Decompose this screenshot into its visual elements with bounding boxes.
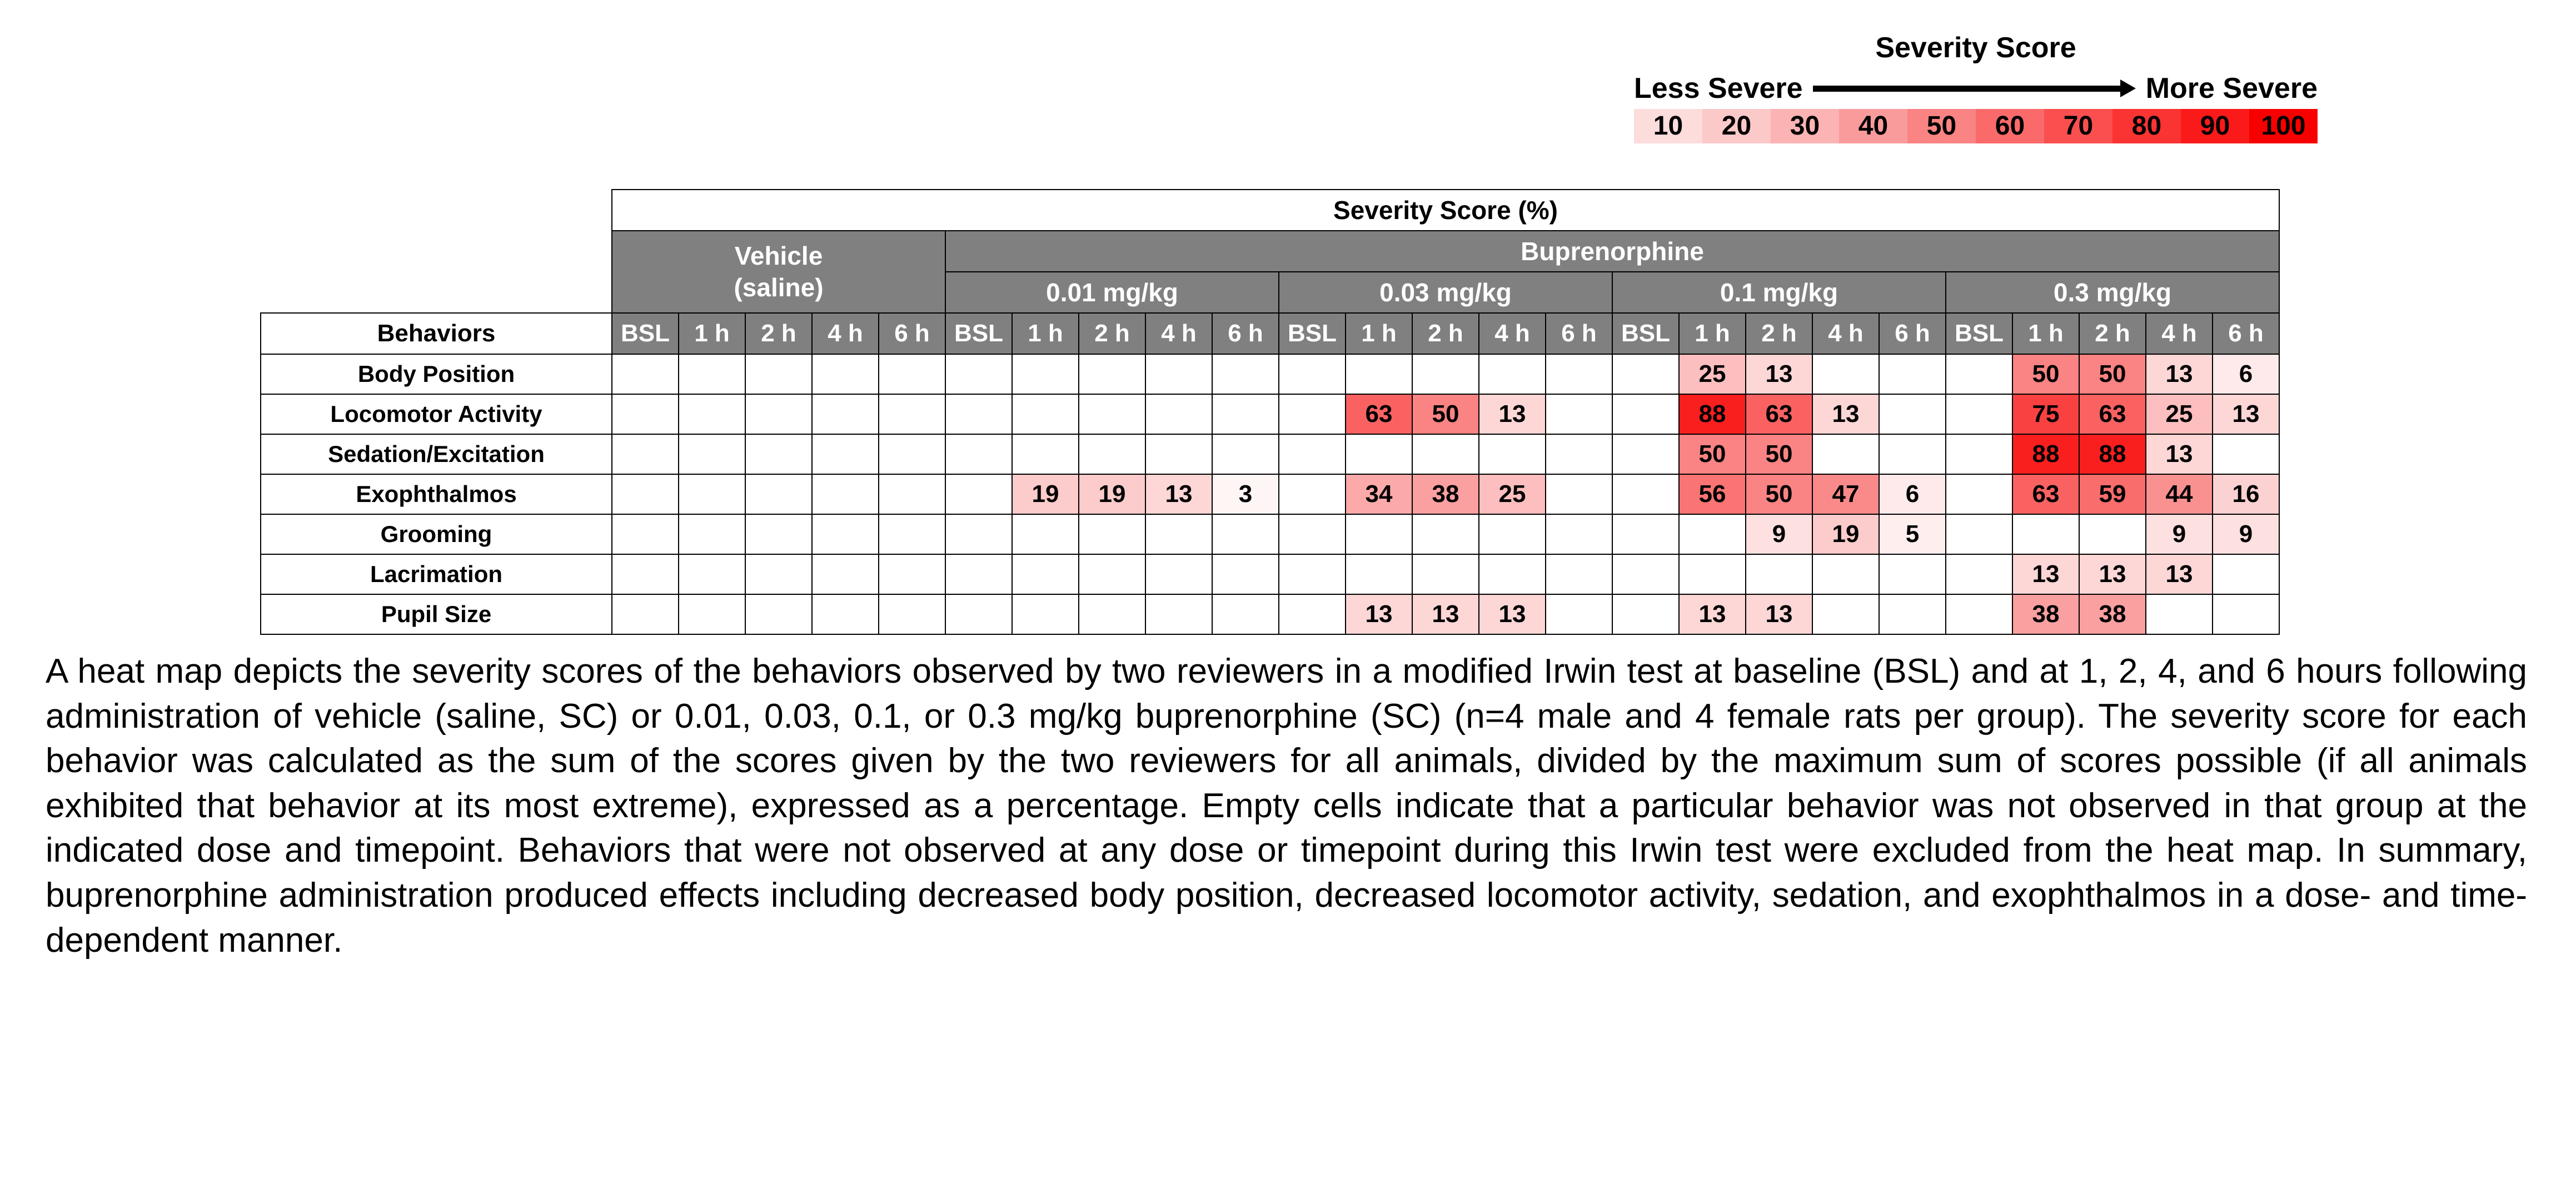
timepoint-header-2-1: 1 h xyxy=(1346,313,1412,354)
legend-swatch-90: 90 xyxy=(2181,109,2249,143)
heatmap-cell xyxy=(1612,594,1679,634)
heatmap-cell xyxy=(1145,394,1212,434)
heatmap-cell xyxy=(1946,514,2012,554)
table-row xyxy=(261,434,2279,474)
heatmap-cell: 3 xyxy=(1212,474,1279,514)
heatmap-cell: 88 xyxy=(1679,394,1746,434)
heatmap-cell xyxy=(1812,434,1879,474)
heatmap-cell xyxy=(1212,394,1279,434)
heatmap-cell xyxy=(1546,434,1612,474)
legend-swatch-30: 30 xyxy=(1771,109,1839,143)
legend-swatch-100: 100 xyxy=(2249,109,2318,143)
heatmap-cell xyxy=(1412,434,1479,474)
heatmap-cell xyxy=(1679,514,1746,554)
timepoint-header-0-1: 1 h xyxy=(679,313,745,354)
heatmap-cell xyxy=(1212,354,1279,394)
heatmap-cell: 13 xyxy=(2146,434,2213,474)
heatmap-cell: 13 xyxy=(1346,594,1412,634)
legend-arrow-container xyxy=(1803,82,2146,95)
heatmap-cell xyxy=(1612,434,1679,474)
group-header-vehicle xyxy=(612,231,945,313)
heatmap-cell xyxy=(679,394,745,434)
heatmap-cell xyxy=(612,514,679,554)
timepoint-header-3-3: 4 h xyxy=(1812,313,1879,354)
heatmap-cell xyxy=(1079,394,1145,434)
dose-header-0-03-mg-kg: 0.03 mg/kg xyxy=(1279,272,1612,313)
right-arrow-icon xyxy=(1813,82,2136,95)
heatmap-cell xyxy=(1279,554,1346,594)
dose-header-0-01-mg-kg: 0.01 mg/kg xyxy=(945,272,1279,313)
legend-more-severe-label: More Severe xyxy=(2145,72,2318,105)
heatmap-cell xyxy=(1412,514,1479,554)
heatmap-cell: 13 xyxy=(2146,354,2213,394)
heatmap-cell xyxy=(679,554,745,594)
heatmap-cell xyxy=(679,514,745,554)
heatmap-cell: 13 xyxy=(1679,594,1746,634)
heatmap-cell xyxy=(745,434,812,474)
heatmap-cell: 88 xyxy=(2079,434,2146,474)
heatmap-cell: 19 xyxy=(1012,474,1079,514)
heatmap-cell xyxy=(1279,394,1346,434)
vehicle-label: Vehicle (saline) xyxy=(734,241,824,302)
heatmap-cell xyxy=(679,594,745,634)
heatmap-cell xyxy=(2213,594,2279,634)
group-header-row-2 xyxy=(261,272,2279,313)
heatmap-cell xyxy=(1546,594,1612,634)
heatmap-cell: 50 xyxy=(2079,354,2146,394)
heatmap-cell: 9 xyxy=(2213,514,2279,554)
heatmap-cell xyxy=(612,394,679,434)
heatmap-cell: 50 xyxy=(1746,474,1812,514)
heatmap-cell: 63 xyxy=(1346,394,1412,434)
table-row xyxy=(261,594,2279,634)
heatmap-cell: 50 xyxy=(1412,394,1479,434)
heatmap-cell xyxy=(1946,434,2012,474)
figure-caption: A heat map depicts the severity scores of the behaviors observed by two reviewers in a modified Irwin test at baseline (BSL) and at 1, 2, 4, and 6 hours following administration of vehicle (saline, SC) or 0.01, 0.03, 0.1, or 0.3 mg/kg buprenorphine (SC) (n=4 male and 4 female rats per group). The severity score for each behavior was calculated as the sum of the scores given by the two reviewers for all animals, divided by the maximum sum of scores possible (if all animals exhibited that behavior at its most extreme), expressed as a percentage. Empty cells indicate that a particular behavior was not observed in that group at the indicated dose and timepoint. Behaviors that were not observed at any dose or timepoint during this Irwin test were excluded from the heat map. In summary, buprenorphine administration produced effects including decreased body position, decreased locomotor activity, sedation, and exophthalmos in a dose- and time-dependent manner. xyxy=(46,652,2527,960)
legend-swatch-50: 50 xyxy=(1907,109,1976,143)
heatmap-cell xyxy=(1612,354,1679,394)
group-header-row-1 xyxy=(261,231,2279,272)
heatmap-cell xyxy=(1212,594,1279,634)
heatmap-cell xyxy=(2079,514,2146,554)
legend-swatch-80: 80 xyxy=(2112,109,2181,143)
heatmap-cell xyxy=(1012,554,1079,594)
heatmap-cell xyxy=(612,594,679,634)
heatmap-cell xyxy=(1145,434,1212,474)
heatmap-cell xyxy=(1212,554,1279,594)
heatmap-cell xyxy=(745,474,812,514)
heatmap-cell xyxy=(745,394,812,434)
legend-less-severe-label: Less Severe xyxy=(1634,72,1803,105)
heatmap-cell xyxy=(812,394,879,434)
heatmap-cell: 13 xyxy=(2213,394,2279,434)
heatmap-cell xyxy=(1879,594,1946,634)
timepoint-header-2-2: 2 h xyxy=(1412,313,1479,354)
heatmap-cell xyxy=(1212,434,1279,474)
heatmap-cell xyxy=(1879,394,1946,434)
table-row xyxy=(261,354,2279,394)
timepoint-header-4-1: 1 h xyxy=(2012,313,2079,354)
heatmap-cell xyxy=(1546,354,1612,394)
heatmap-cell: 56 xyxy=(1679,474,1746,514)
heatmap-cell xyxy=(1279,354,1346,394)
heatmap-cell xyxy=(812,514,879,554)
heatmap-cell: 47 xyxy=(1812,474,1879,514)
heatmap-cell xyxy=(1679,554,1746,594)
heatmap-cell xyxy=(1145,554,1212,594)
heatmap-cell xyxy=(945,354,1012,394)
timepoint-header-2-0: BSL xyxy=(1279,313,1346,354)
heatmap-cell: 13 xyxy=(1479,394,1546,434)
heatmap-cell xyxy=(812,434,879,474)
heatmap-cell xyxy=(1079,594,1145,634)
timepoint-header-3-1: 1 h xyxy=(1679,313,1746,354)
heatmap-cell: 9 xyxy=(1746,514,1812,554)
heatmap-cell: 88 xyxy=(2012,434,2079,474)
heatmap-cell xyxy=(945,434,1012,474)
heatmap-cell xyxy=(1812,354,1879,394)
heatmap-cell xyxy=(1946,354,2012,394)
timepoint-header-0-4: 6 h xyxy=(879,313,945,354)
heatmap-cell xyxy=(945,514,1012,554)
heatmap-cell: 19 xyxy=(1812,514,1879,554)
heatmap-cell: 25 xyxy=(1679,354,1746,394)
heatmap-cell xyxy=(1145,354,1212,394)
heatmap-cell: 5 xyxy=(1879,514,1946,554)
heatmap-cell xyxy=(1946,554,2012,594)
heatmap-cell xyxy=(1346,354,1412,394)
heatmap-cell xyxy=(945,394,1012,434)
heatmap-cell xyxy=(745,354,812,394)
heatmap-cell xyxy=(945,554,1012,594)
heatmap-cell xyxy=(1012,594,1079,634)
legend-swatch-70: 70 xyxy=(2044,109,2112,143)
heatmap-cell: 59 xyxy=(2079,474,2146,514)
heatmap-cell xyxy=(879,474,945,514)
heatmap-cell xyxy=(1612,554,1679,594)
heatmap-cell xyxy=(812,474,879,514)
heatmap-cell xyxy=(1279,434,1346,474)
dose-header-0-3-mg-kg: 0.3 mg/kg xyxy=(1946,272,2279,313)
severity-heatmap-table xyxy=(260,189,2280,635)
heatmap-cell xyxy=(1879,434,1946,474)
heatmap-cell: 13 xyxy=(1412,594,1479,634)
behavior-label-pupil-size: Pupil Size xyxy=(261,594,612,634)
heatmap-cell xyxy=(1546,474,1612,514)
behavior-label-sedation-excitation: Sedation/Excitation xyxy=(261,434,612,474)
behaviors-column-header: Behaviors xyxy=(261,313,612,354)
heatmap-cell xyxy=(1746,554,1812,594)
heatmap-cell: 50 xyxy=(1679,434,1746,474)
heatmap-cell xyxy=(745,594,812,634)
heatmap-cell xyxy=(2012,514,2079,554)
heatmap-cell xyxy=(879,434,945,474)
heatmap-cell: 13 xyxy=(1812,394,1879,434)
heatmap-cell: 9 xyxy=(2146,514,2213,554)
table-row xyxy=(261,514,2279,554)
heatmap-cell xyxy=(879,554,945,594)
behavior-label-body-position: Body Position xyxy=(261,354,612,394)
heatmap-cell xyxy=(1212,514,1279,554)
heatmap-cell xyxy=(812,354,879,394)
heatmap-cell xyxy=(879,354,945,394)
heatmap-cell: 13 xyxy=(1746,354,1812,394)
heatmap-cell xyxy=(1079,554,1145,594)
heatmap-cell xyxy=(612,474,679,514)
heatmap-cell xyxy=(1546,554,1612,594)
heatmap-cell xyxy=(1012,394,1079,434)
table-row xyxy=(261,474,2279,514)
heatmap-cell: 25 xyxy=(2146,394,2213,434)
heatmap-cell xyxy=(1612,394,1679,434)
timepoint-header-4-3: 4 h xyxy=(2146,313,2213,354)
timepoint-header-3-2: 2 h xyxy=(1746,313,1812,354)
heatmap-cell xyxy=(612,354,679,394)
heatmap-cell xyxy=(1012,354,1079,394)
heatmap-cell xyxy=(1079,514,1145,554)
heatmap-cell xyxy=(612,434,679,474)
timepoint-header-0-0: BSL xyxy=(612,313,679,354)
heatmap-cell xyxy=(679,354,745,394)
heatmap-cell xyxy=(1946,394,2012,434)
legend-severity-axis xyxy=(1634,71,2318,106)
heatmap-cell xyxy=(1812,594,1879,634)
timepoint-header-1-0: BSL xyxy=(945,313,1012,354)
heatmap-cell xyxy=(1346,514,1412,554)
heatmap-cell: 38 xyxy=(2079,594,2146,634)
heatmap-cell: 34 xyxy=(1346,474,1412,514)
heatmap-cell xyxy=(945,474,1012,514)
timepoint-header-4-4: 6 h xyxy=(2213,313,2279,354)
heatmap-cell: 25 xyxy=(1479,474,1546,514)
timepoint-header-4-0: BSL xyxy=(1946,313,2012,354)
heatmap-cell xyxy=(1412,554,1479,594)
heatmap-cell xyxy=(612,554,679,594)
heatmap-cell xyxy=(1812,554,1879,594)
heatmap-cell: 50 xyxy=(1746,434,1812,474)
severity-legend xyxy=(1634,33,2318,143)
heatmap-cell xyxy=(879,594,945,634)
behavior-label-exophthalmos: Exophthalmos xyxy=(261,474,612,514)
behavior-label-locomotor-activity: Locomotor Activity xyxy=(261,394,612,434)
timepoint-header-1-4: 6 h xyxy=(1212,313,1279,354)
heatmap-cell xyxy=(812,554,879,594)
legend-color-scale xyxy=(1634,109,2318,143)
heatmap-cell: 63 xyxy=(2012,474,2079,514)
timepoint-header-3-4: 6 h xyxy=(1879,313,1946,354)
timepoint-header-1-3: 4 h xyxy=(1145,313,1212,354)
heatmap-cell xyxy=(1079,434,1145,474)
heatmap-cell xyxy=(1012,434,1079,474)
heatmap-cell xyxy=(745,514,812,554)
heatmap-cell: 13 xyxy=(1746,594,1812,634)
heatmap-cell xyxy=(1079,354,1145,394)
dose-header-0-1-mg-kg: 0.1 mg/kg xyxy=(1612,272,1946,313)
heatmap-cell xyxy=(2146,594,2213,634)
timepoint-header-2-3: 4 h xyxy=(1479,313,1546,354)
heatmap-cell xyxy=(1145,514,1212,554)
heatmap-cell xyxy=(1412,354,1479,394)
legend-swatch-60: 60 xyxy=(1976,109,2044,143)
heatmap-cell: 75 xyxy=(2012,394,2079,434)
heatmap-cell xyxy=(1346,554,1412,594)
heatmap-cell: 38 xyxy=(1412,474,1479,514)
heatmap-cell: 44 xyxy=(2146,474,2213,514)
heatmap-cell xyxy=(1879,554,1946,594)
heatmap-cell xyxy=(745,554,812,594)
legend-title: Severity Score xyxy=(1875,32,2076,64)
timepoint-header-0-3: 4 h xyxy=(812,313,879,354)
heatmap-cell: 19 xyxy=(1079,474,1145,514)
behavior-label-lacrimation: Lacrimation xyxy=(261,554,612,594)
heatmap-cell: 63 xyxy=(1746,394,1812,434)
heatmap-cell xyxy=(679,474,745,514)
heatmap-cell: 6 xyxy=(2213,354,2279,394)
legend-swatch-10: 10 xyxy=(1634,109,1702,143)
heatmap-cell: 16 xyxy=(2213,474,2279,514)
heatmap-cell: 13 xyxy=(2079,554,2146,594)
heatmap-cell: 63 xyxy=(2079,394,2146,434)
column-header-row xyxy=(261,313,2279,354)
heatmap-cell: 13 xyxy=(2146,554,2213,594)
heatmap-cell xyxy=(1612,474,1679,514)
heatmap-cell xyxy=(1479,434,1546,474)
heatmap-cell xyxy=(1346,434,1412,474)
heatmap-cell xyxy=(879,394,945,434)
heatmap-cell: 13 xyxy=(2012,554,2079,594)
timepoint-header-1-2: 2 h xyxy=(1079,313,1145,354)
timepoint-header-0-2: 2 h xyxy=(745,313,812,354)
table-corner-blank xyxy=(261,190,612,231)
heatmap-cell xyxy=(1012,514,1079,554)
heatmap-cell xyxy=(1279,474,1346,514)
heatmap-cell xyxy=(1479,514,1546,554)
heatmap-cell xyxy=(1946,474,2012,514)
heatmap-cell: 38 xyxy=(2012,594,2079,634)
timepoint-header-2-4: 6 h xyxy=(1546,313,1612,354)
legend-swatch-40: 40 xyxy=(1839,109,1907,143)
heatmap-cell xyxy=(1479,354,1546,394)
heatmap-cell xyxy=(679,434,745,474)
table-row xyxy=(261,554,2279,594)
behavior-label-grooming: Grooming xyxy=(261,514,612,554)
table-title-cell: Severity Score (%) xyxy=(612,190,2279,231)
timepoint-header-4-2: 2 h xyxy=(2079,313,2146,354)
table-row xyxy=(261,394,2279,434)
heatmap-cell xyxy=(2213,554,2279,594)
legend-swatch-20: 20 xyxy=(1702,109,1771,143)
heatmap-cell xyxy=(1946,594,2012,634)
heatmap-cell: 13 xyxy=(1479,594,1546,634)
blank-cell-r2 xyxy=(261,231,612,272)
heatmap-cell: 13 xyxy=(1145,474,1212,514)
heatmap-cell xyxy=(1612,514,1679,554)
heatmap-cell xyxy=(1145,594,1212,634)
heatmap-cell xyxy=(812,594,879,634)
table-title-row xyxy=(261,190,2279,231)
heatmap-cell xyxy=(1279,514,1346,554)
heatmap-cell xyxy=(879,514,945,554)
group-header-buprenorphine: Buprenorphine xyxy=(945,231,2279,272)
heatmap-cell xyxy=(1279,594,1346,634)
heatmap-cell xyxy=(1879,354,1946,394)
heatmap-cell xyxy=(1546,394,1612,434)
timepoint-header-3-0: BSL xyxy=(1612,313,1679,354)
blank-cell-r3 xyxy=(261,272,612,313)
heatmap-cell xyxy=(2213,434,2279,474)
heatmap-cell: 50 xyxy=(2012,354,2079,394)
heatmap-cell xyxy=(1479,554,1546,594)
heatmap-cell: 6 xyxy=(1879,474,1946,514)
timepoint-header-1-1: 1 h xyxy=(1012,313,1079,354)
heatmap-cell xyxy=(945,594,1012,634)
heatmap-cell xyxy=(1546,514,1612,554)
